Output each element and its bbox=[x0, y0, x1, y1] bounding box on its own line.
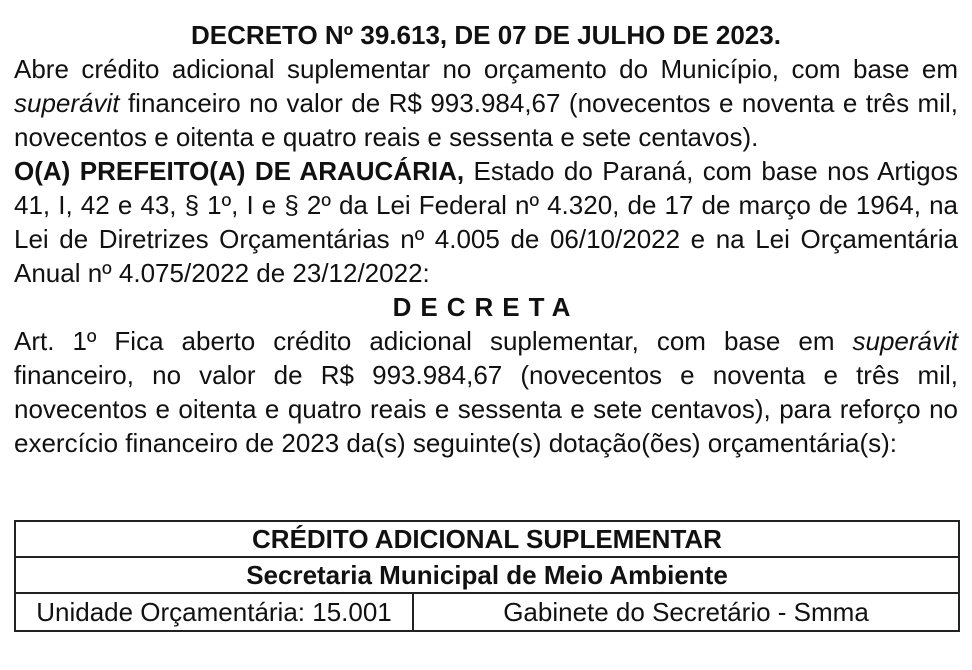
credit-table bbox=[14, 520, 960, 632]
article-1-italic-term: superávit bbox=[852, 326, 958, 356]
ementa-text-1: Abre crédito adicional suplementar no orçamento do Município, com base em bbox=[14, 54, 958, 84]
decree-title: DECRETO Nº 39.613, DE 07 DE JULHO DE 2023. bbox=[191, 20, 781, 50]
table-unidade-value: Gabinete do Secretário - Smma bbox=[413, 593, 959, 631]
decreta-heading: DECRETA bbox=[392, 292, 580, 322]
table-header: CRÉDITO ADICIONAL SUPLEMENTAR bbox=[15, 521, 959, 557]
table-unidade-label: Unidade Orçamentária: 15.001 bbox=[15, 593, 413, 631]
decree-preamble bbox=[14, 154, 958, 290]
ementa-italic-term: superávit bbox=[14, 88, 120, 118]
preamble-authority: O(A) PREFEITO(A) DE ARAUCÁRIA, bbox=[14, 156, 465, 186]
ementa-text-2: financeiro no valor de R$ 993.984,67 (novecentos e noventa e três mil, novecentos e oitenta e quatro reais e sessenta e sete centavos). bbox=[14, 88, 958, 152]
article-1-text-2: financeiro, no valor de R$ 993.984,67 (novecentos e noventa e três mil, novecentos e oitenta e quatro reais e sessenta e sete centavos), para reforço no exercício financeiro de 2023 da(s) seguinte(s) dotação(ões) orçamentária(s): bbox=[14, 360, 958, 458]
preamble-text: Estado do Paraná, com base nos Artigos 41, I, 42 e 43, § 1º, I e § 2º da Lei Federal nº 4.320, de 17 de março de 1964, na Lei de Diretrizes Orçamentárias nº 4.005 de 06/10/2022 e na Lei Orçamentária Anual nº 4.075/2022 de 23/12/2022: bbox=[14, 156, 959, 288]
table-header-row bbox=[15, 521, 959, 557]
article-1-text-1: Art. 1º Fica aberto crédito adicional suplementar, com base em bbox=[14, 326, 853, 356]
table-secretaria-row bbox=[15, 557, 959, 593]
article-1 bbox=[14, 324, 958, 460]
table-secretaria: Secretaria Municipal de Meio Ambiente bbox=[15, 557, 959, 593]
table-unidade-row bbox=[15, 593, 959, 631]
decree-ementa bbox=[14, 52, 958, 154]
